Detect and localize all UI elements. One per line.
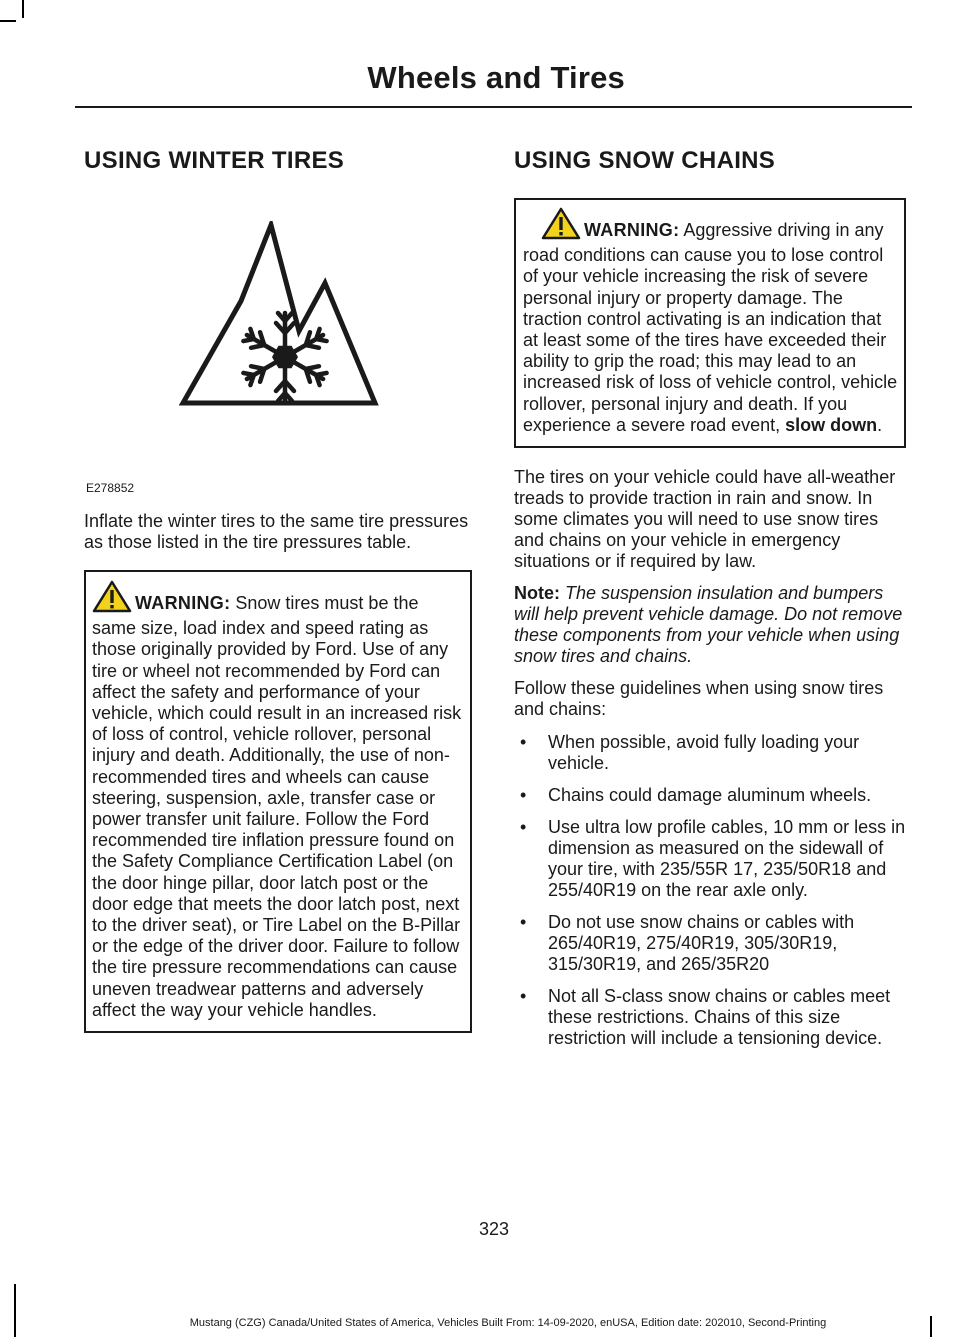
warning-paragraph: [92, 580, 464, 1021]
list-item: • Do not use snow chains or cables with 265/40R19, 275/40R19, 305/30R19, 315/30R19, and 265/35R20: [520, 912, 855, 975]
warning-box-winter-tires: [84, 570, 472, 1033]
page-header-title: Wheels and Tires: [367, 60, 625, 95]
winter-tires-intro: Inflate the winter tires to the same tire pressures as those listed in the tire pressures table.: [84, 511, 469, 552]
list-item: • Chains could damage aluminum wheels.: [520, 785, 872, 806]
right-column: [514, 145, 906, 1049]
warning-triangle-icon: [92, 580, 132, 618]
crop-mark: [0, 20, 16, 22]
note-label: Note:: [514, 583, 560, 604]
warning-text: Aggressive driving in any road conditions can cause you to lose control of your vehicle increasing the risk of severe personal injury or property damage. The traction control activating is an indication that at least some of the tires have exceeded their ability to grip the road; this may lead to an increased risk of loss of vehicle control, vehicle rollover, personal injury and death. If you experience a severe road event,: [523, 220, 898, 435]
guidelines-intro: Follow these guidelines when using snow tires and chains:: [514, 678, 884, 720]
warning-end: .: [877, 414, 883, 435]
crop-mark: [22, 0, 24, 18]
page-footer: Mustang (CZG) Canada/United States of America, Vehicles Built From: 14-09-2020, enUSA, Edition date: 202010, Second-Printing: [189, 1317, 827, 1329]
warning-label: WARNING:: [135, 593, 231, 613]
bullet-icon: •: [520, 817, 527, 838]
crop-mark: [14, 1284, 16, 1337]
snow-chains-body: [514, 467, 906, 1049]
warning-emphasis: slow down: [785, 414, 878, 435]
guidelines-list: [514, 732, 906, 1049]
note-paragraph: [514, 583, 906, 667]
bullet-icon: •: [520, 912, 527, 933]
page-number: 323: [478, 1219, 510, 1239]
warning-label: WARNING:: [584, 220, 680, 240]
warning-paragraph: [523, 207, 898, 436]
all-weather-paragraph: The tires on your vehicle could have all-weather treads to provide traction in rain and snow. In some climates you will need to use snow tires and chains on your vehicle in emergency situations or if required by law.: [514, 467, 896, 572]
warning-triangle-icon: [541, 207, 581, 245]
mountain-snowflake-icon: [179, 221, 379, 409]
section-heading-snow-chains: USING SNOW CHAINS: [514, 147, 776, 174]
winter-tire-figure: [84, 183, 472, 501]
bullet-icon: •: [520, 732, 527, 753]
bullet-icon: •: [520, 986, 527, 1007]
list-item: • When possible, avoid fully loading your vehicle.: [520, 732, 860, 774]
bullet-icon: •: [520, 785, 527, 806]
list-item: • Use ultra low profile cables, 10 mm or less in dimension as measured on the sidewall of your tire, with 235/55R 17, 235/50R18 and 255/40R19 on the rear axle only.: [520, 817, 906, 901]
section-heading-winter-tires: USING WINTER TIRES: [84, 147, 345, 174]
warning-box-snow-chains: [514, 198, 906, 448]
figure-code: E278852: [86, 481, 135, 495]
note-text: The suspension insulation and bumpers will help prevent vehicle damage. Do not remove these components from your vehicle when using snow tires and chains.: [514, 583, 903, 667]
header-rule: [75, 106, 912, 108]
list-item: • Not all S-class snow chains or cables meet these restrictions. Chains of this size restriction will include a tensioning device.: [520, 986, 891, 1049]
warning-text: Snow tires must be the same size, load index and speed rating as those originally provided by Ford. Use of any tire or wheel not recommended by Ford can affect the safety and performance of your vehicle, which could result in an increased risk of loss of control, vehicle rollover, personal injury and death. Additionally, the use of non-recommended tires and wheels can cause steering, suspension, axle, transfer case or power transfer unit failure. Follow the Ford recommended tire inflation pressure found on the Safety Compliance Certification Label (on the door hinge pillar, door latch post or the door edge that meets the door latch post, next to the driver seat), or Tire Label on the B-Pillar or the edge of the driver door. Failure to follow the tire pressure recommendations can cause uneven treadwear patterns and adversely affect the way your vehicle handles.: [92, 593, 462, 1020]
left-column: [84, 145, 472, 1033]
